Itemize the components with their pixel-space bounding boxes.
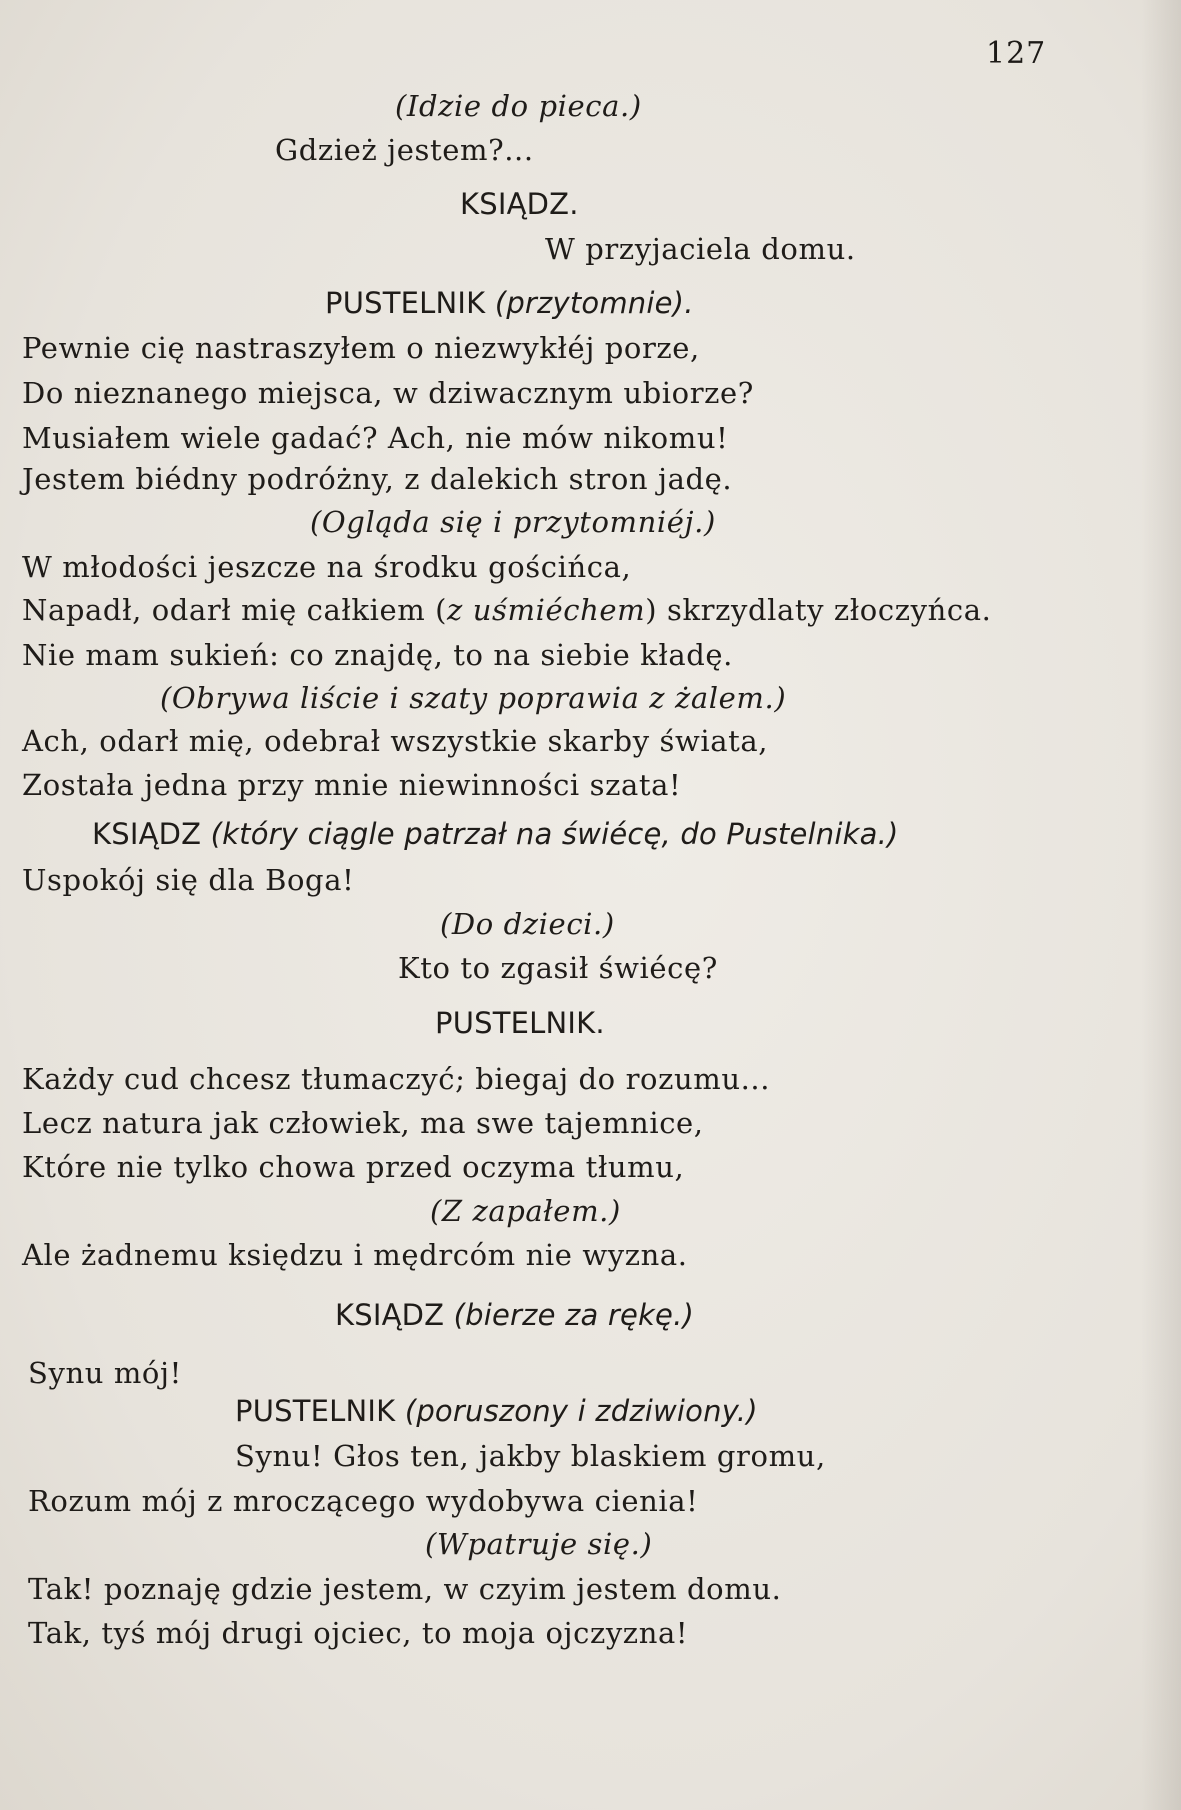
text-fragment: Pewnie cię nastraszyłem o niezwykłéj porze, bbox=[22, 331, 700, 365]
verse-line bbox=[22, 1237, 688, 1273]
text-fragment: Synu mój! bbox=[28, 1356, 182, 1390]
page-number: 127 bbox=[986, 36, 1047, 71]
verse-line bbox=[28, 1355, 182, 1391]
text-fragment: Synu! Głos ten, jakby blaskiem gromu, bbox=[235, 1439, 826, 1473]
verse-line bbox=[28, 1483, 698, 1519]
speaker-heading bbox=[92, 816, 899, 852]
stage-direction bbox=[160, 680, 786, 716]
speaker-heading bbox=[460, 186, 579, 222]
stage-direction bbox=[425, 1526, 652, 1562]
speaker-name: PUSTELNIK bbox=[325, 286, 495, 320]
verse-line bbox=[22, 420, 728, 456]
verse-line bbox=[22, 862, 354, 898]
verse-line bbox=[22, 637, 733, 673]
text-fragment: Ach, odarł mię, odebrał wszystkie skarby świata, bbox=[22, 724, 769, 758]
speaker-name: KSIĄDZ. bbox=[460, 187, 579, 221]
text-fragment: Rozum mój z mroczącego wydobywa cienia! bbox=[28, 1484, 699, 1518]
text-fragment: Uspokój się dla Boga! bbox=[22, 863, 355, 897]
text-fragment: Tak, tyś mój drugi ojciec, to moja ojczyzna! bbox=[28, 1616, 689, 1650]
text-fragment: W przyjaciela domu. bbox=[545, 232, 856, 266]
italic-fragment: (Z zapałem.) bbox=[430, 1194, 621, 1228]
stage-direction bbox=[440, 906, 615, 942]
verse-line bbox=[22, 375, 754, 411]
verse-line bbox=[22, 461, 732, 497]
italic-fragment: z uśmiéchem bbox=[447, 593, 646, 627]
verse-line bbox=[22, 1105, 704, 1141]
speaker-name: KSIĄDZ bbox=[335, 1298, 454, 1332]
italic-fragment: (Wpatruje się.) bbox=[425, 1527, 653, 1561]
verse-line bbox=[545, 231, 856, 267]
verse-line bbox=[22, 592, 991, 628]
text-fragment: Ale żadnemu księdzu i mędrcóm nie wyzna. bbox=[22, 1238, 688, 1272]
italic-fragment: (Obrywa liście i szaty poprawia z żalem.) bbox=[160, 681, 787, 715]
verse-line bbox=[275, 132, 534, 168]
italic-fragment: (Do dzieci.) bbox=[440, 907, 615, 941]
italic-fragment: (który ciągle patrzał na świécę, do Pustelnika.) bbox=[210, 817, 899, 851]
text-fragment: Jestem biédny podróżny, z dalekich stron jadę. bbox=[22, 462, 733, 496]
italic-fragment: (poruszony i zdziwiony.) bbox=[404, 1394, 758, 1428]
speaker-heading bbox=[325, 285, 694, 321]
verse-line bbox=[22, 1149, 684, 1185]
stage-direction bbox=[430, 1193, 621, 1229]
italic-fragment: (Idzie do pieca.) bbox=[395, 89, 642, 123]
text-fragment: Gdzież jestem?... bbox=[275, 133, 534, 167]
speaker-name: KSIĄDZ bbox=[92, 817, 211, 851]
speaker-heading bbox=[335, 1297, 694, 1333]
italic-fragment: (Ogląda się i przytomniéj.) bbox=[310, 505, 716, 539]
italic-fragment: (bierze za rękę.) bbox=[453, 1298, 695, 1332]
verse-line bbox=[235, 1438, 826, 1474]
text-fragment: Nie mam sukień: co znajdę, to na siebie kładę. bbox=[22, 638, 733, 672]
verse-line bbox=[22, 767, 681, 803]
text-fragment: Została jedna przy mnie niewinności szata! bbox=[22, 768, 682, 802]
verse-line bbox=[22, 330, 700, 366]
verse-line bbox=[22, 723, 768, 759]
stage-direction bbox=[395, 88, 642, 124]
speaker-heading bbox=[235, 1393, 758, 1429]
text-fragment: W młodości jeszcze na środku gościńca, bbox=[22, 550, 632, 584]
text-fragment: Lecz natura jak człowiek, ma swe tajemnice, bbox=[22, 1106, 704, 1140]
page-edge-shadow bbox=[1141, 0, 1181, 1810]
text-fragment: Do nieznanego miejsca, w dziwacznym ubiorze? bbox=[22, 376, 754, 410]
verse-line bbox=[22, 549, 631, 585]
verse-line bbox=[28, 1615, 688, 1651]
verse-line bbox=[28, 1571, 781, 1607]
text-fragment: Musiałem wiele gadać? Ach, nie mów nikomu! bbox=[22, 421, 729, 455]
speaker-name: PUSTELNIK. bbox=[435, 1006, 605, 1040]
italic-fragment: (przytomnie). bbox=[494, 286, 694, 320]
speaker-name: PUSTELNIK bbox=[235, 1394, 405, 1428]
text-fragment: Kto to zgasił świécę? bbox=[398, 951, 718, 985]
text-fragment: Tak! poznaję gdzie jestem, w czyim jestem domu. bbox=[28, 1572, 782, 1606]
text-fragment: Każdy cud chcesz tłumaczyć; biegaj do rozumu... bbox=[22, 1062, 771, 1096]
text-fragment: Napadł, odarł mię całkiem ( bbox=[22, 593, 448, 627]
verse-line bbox=[22, 1061, 770, 1097]
text-fragment: Które nie tylko chowa przed oczyma tłumu, bbox=[22, 1150, 685, 1184]
stage-direction bbox=[310, 504, 716, 540]
verse-line bbox=[398, 950, 718, 986]
speaker-heading bbox=[435, 1005, 605, 1041]
text-fragment: ) skrzydlaty złoczyńca. bbox=[645, 593, 992, 627]
